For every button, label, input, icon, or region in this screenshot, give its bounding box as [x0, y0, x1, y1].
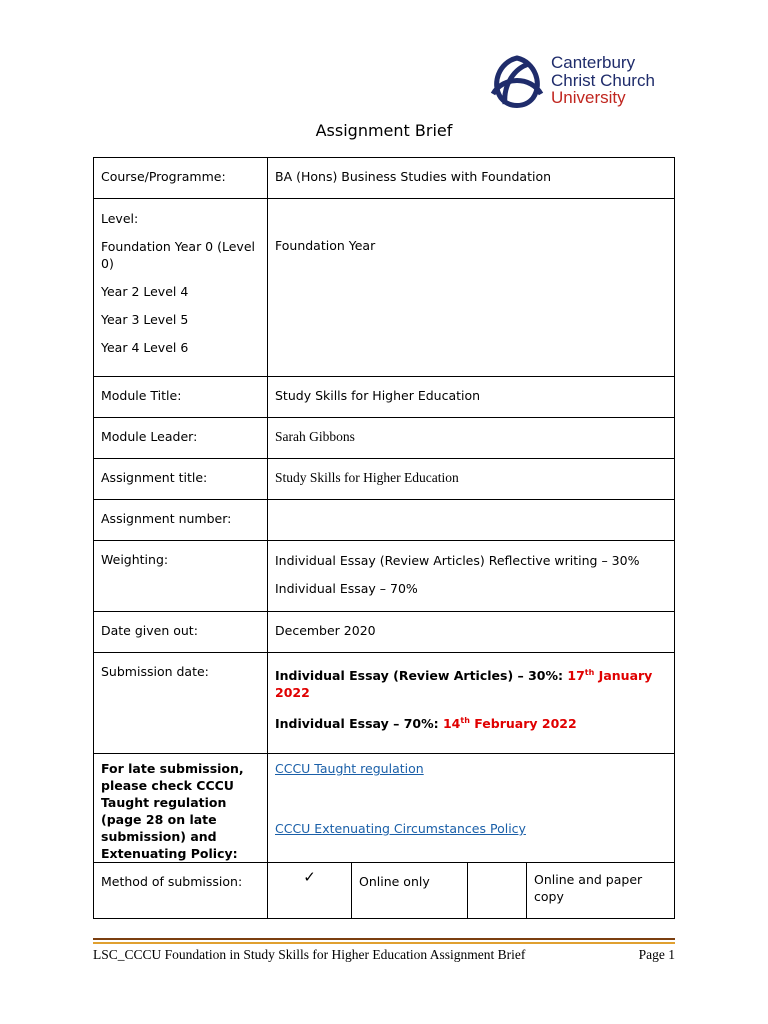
- submission-1-suffix: th: [584, 668, 595, 677]
- row-module-title: [94, 377, 675, 418]
- weighting-line-1: Individual Essay (Review Articles) Reflective writing – 30%: [275, 553, 640, 568]
- value-assignment-title: Study Skills for Higher Education: [268, 459, 675, 500]
- label-module-title: Module Title:: [94, 377, 268, 418]
- submission-line-2: [275, 712, 667, 732]
- label-module-leader: Module Leader:: [94, 418, 268, 459]
- row-submission: [94, 653, 675, 754]
- value-late-submission-cell: [268, 754, 675, 863]
- method-option-online-paper: Online and paper copy: [534, 872, 643, 904]
- value-level: Foundation Year: [275, 238, 376, 253]
- submission-1-day: 17: [567, 668, 585, 684]
- logo-line-2: Christ Church: [551, 70, 655, 90]
- row-assignment-number: [94, 500, 675, 541]
- label-assignment-number: Assignment number:: [94, 500, 268, 541]
- label-date-given: Date given out:: [94, 612, 268, 653]
- row-assignment-title: [94, 459, 675, 500]
- submission-2-date: February 2022: [469, 716, 577, 732]
- method-option-online: Online only: [352, 863, 468, 918]
- value-weighting-cell: [268, 541, 675, 612]
- link-taught-regulation[interactable]: CCCU Taught regulation: [275, 761, 424, 776]
- label-level-cell: [94, 199, 268, 377]
- university-logo: [485, 52, 685, 114]
- page-title: Assignment Brief: [315, 121, 453, 140]
- university-emblem-icon: [485, 54, 549, 110]
- label-late-submission: [94, 754, 268, 863]
- label-assignment-title: Assignment title:: [94, 459, 268, 500]
- row-level: [94, 199, 675, 377]
- row-course: [94, 158, 675, 199]
- level-option-0: Foundation Year 0 (Level 0): [101, 239, 255, 271]
- row-method: [94, 863, 675, 919]
- footer-left-text: LSC_CCCU Foundation in Study Skills for Higher Education Assignment Brief: [93, 947, 526, 962]
- value-module-leader: Sarah Gibbons: [268, 418, 675, 459]
- submission-1-date: January 2022: [275, 668, 653, 701]
- label-course: Course/Programme:: [94, 158, 268, 199]
- row-module-leader: [94, 418, 675, 459]
- submission-1-text: Individual Essay (Review Articles) – 30%:: [275, 668, 568, 684]
- logo-line-1: Canterbury: [551, 53, 636, 72]
- label-submission: Submission date:: [94, 653, 268, 754]
- level-option-2: Year 3 Level 5: [101, 312, 189, 327]
- level-option-1: Year 2 Level 4: [101, 284, 189, 299]
- label-method: Method of submission:: [94, 863, 268, 919]
- late-submission-text: For late submission, please check CCCU Taught regulation (page 28 on late submission) and Extenuating Policy:: [101, 761, 244, 861]
- footer-rule-bottom: [93, 942, 675, 944]
- value-module-title: Study Skills for Higher Education: [268, 377, 675, 418]
- link-extenuating-policy[interactable]: CCCU Extenuating Circumstances Policy: [275, 821, 526, 836]
- value-submission-cell: [268, 653, 675, 754]
- weighting-line-2: Individual Essay – 70%: [275, 581, 418, 596]
- level-option-3: Year 4 Level 6: [101, 340, 189, 355]
- value-assignment-number: [268, 500, 675, 541]
- method-option-blank: [468, 863, 527, 918]
- footer-rule-top: [93, 938, 675, 940]
- assignment-brief-table: [93, 157, 675, 919]
- footer-page-number: Page 1: [638, 947, 675, 962]
- submission-2-text: Individual Essay – 70%:: [275, 716, 443, 732]
- checkmark-icon: ✓: [268, 863, 352, 918]
- row-date-given: [94, 612, 675, 653]
- row-weighting: [94, 541, 675, 612]
- label-level: Level:: [101, 211, 139, 226]
- logo-line-3: University: [551, 88, 626, 107]
- submission-line-1: [275, 664, 667, 701]
- value-level-cell: [268, 199, 675, 377]
- row-late-submission: [94, 754, 675, 863]
- value-method-cell: [268, 863, 675, 919]
- page-footer: [93, 947, 675, 963]
- submission-2-day: 14: [442, 716, 461, 732]
- value-date-given: December 2020: [268, 612, 675, 653]
- submission-2-suffix: th: [460, 716, 470, 726]
- label-weighting: Weighting:: [94, 541, 268, 612]
- value-course: BA (Hons) Business Studies with Foundation: [268, 158, 675, 199]
